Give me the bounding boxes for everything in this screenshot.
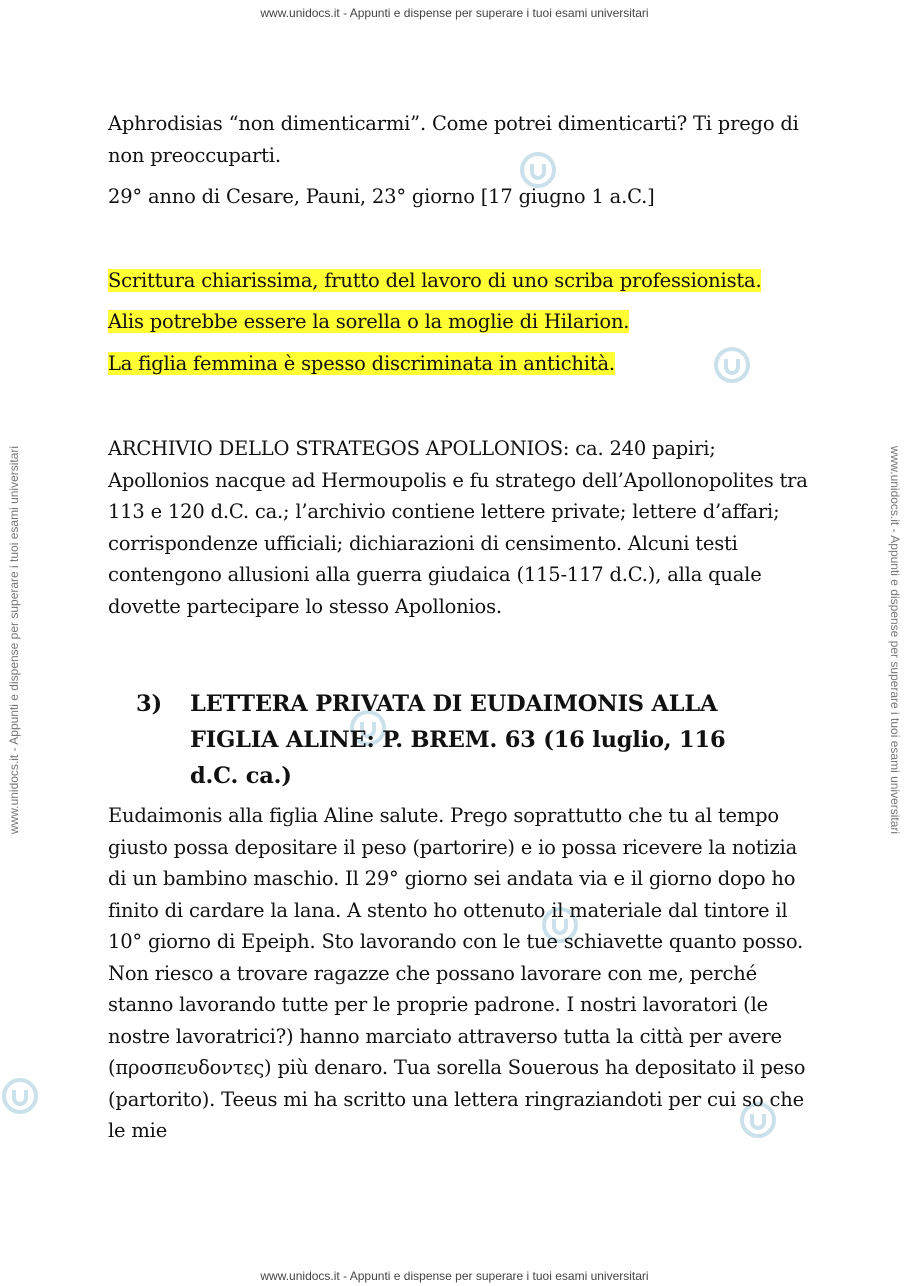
highlight-note: La figlia femmina è spesso discriminata in antichità. [108, 351, 615, 375]
highlight-note: Scrittura chiarissima, frutto del lavoro di uno scriba professionista. [108, 268, 762, 292]
section-heading [108, 686, 808, 794]
right-watermark: www.unidocs.it - Appunti e dispense per superare i tuoi esami universitari [888, 445, 902, 835]
left-watermark: www.unidocs.it - Appunti e dispense per superare i tuoi esami universitari [7, 445, 21, 835]
archive-paragraph: ARCHIVIO DELLO STRATEGOS APOLLONIOS: ca. 240 papiri; Apollonios nacque ad Hermoupolis e fu stratego dell’Apollonopolites tra 113 e 120 d.C. ca.; l’archivio contiene lettere private; lettere d’affari; corrispondenze ufficiali; dichiarazioni di censimento. Alcuni testi contengono allusioni alla guerra giudaica (115-117 d.C.), alla quale dovette partecipare lo stesso Apollonios. [108, 437, 808, 618]
intro-paragraph: Aphrodisias “non dimenticarmi”. Come potrei dimenticarti? Ti prego di non preoccuparti. [108, 112, 799, 167]
section-title: LETTERA PRIVATA DI EUDAIMONIS ALLA FIGLIA ALINE: P. BREM. 63 (16 luglio, 116 d.C. ca.) [190, 691, 726, 789]
footer-watermark: www.unidocs.it - Appunti e dispense per superare i tuoi esami universitari [260, 1269, 649, 1283]
letter-paragraph: Eudaimonis alla figlia Aline salute. Prego soprattutto che tu al tempo giusto possa depositare il peso (partorire) e io possa ricevere la notizia di un bambino maschio. Il 29° giorno sei andata via e il giorno dopo ho finito di cardare la lana. A stento ho ottenuto il materiale dal tintore il 10° giorno di Epeiph. Sto lavorando con le tue schiavette quanto posso. Non riesco a trovare ragazze che possano lavorare con me, perché stanno lavorando tutte per le proprie padrone. I nostri lavoratori (le nostre lavoratrici?) hanno marciato attraverso tutta la città per avere (προσπευδοντες) più denaro. Tua sorella Souerous ha depositato il peso (partorito). Teeus mi ha scritto una lettera ringraziandoti per cui so che le mie [108, 804, 806, 1142]
page-content [108, 108, 808, 1147]
date-line: 29° anno di Cesare, Pauni, 23° giorno [17 giugno 1 a.C.] [108, 185, 655, 208]
highlight-notes [108, 265, 808, 380]
unidocs-logo-icon [0, 1076, 40, 1116]
header-watermark: www.unidocs.it - Appunti e dispense per superare i tuoi esami universitari [260, 6, 649, 20]
section-number: 3) [136, 691, 162, 717]
highlight-note: Alis potrebbe essere la sorella o la moglie di Hilarion. [108, 310, 630, 333]
